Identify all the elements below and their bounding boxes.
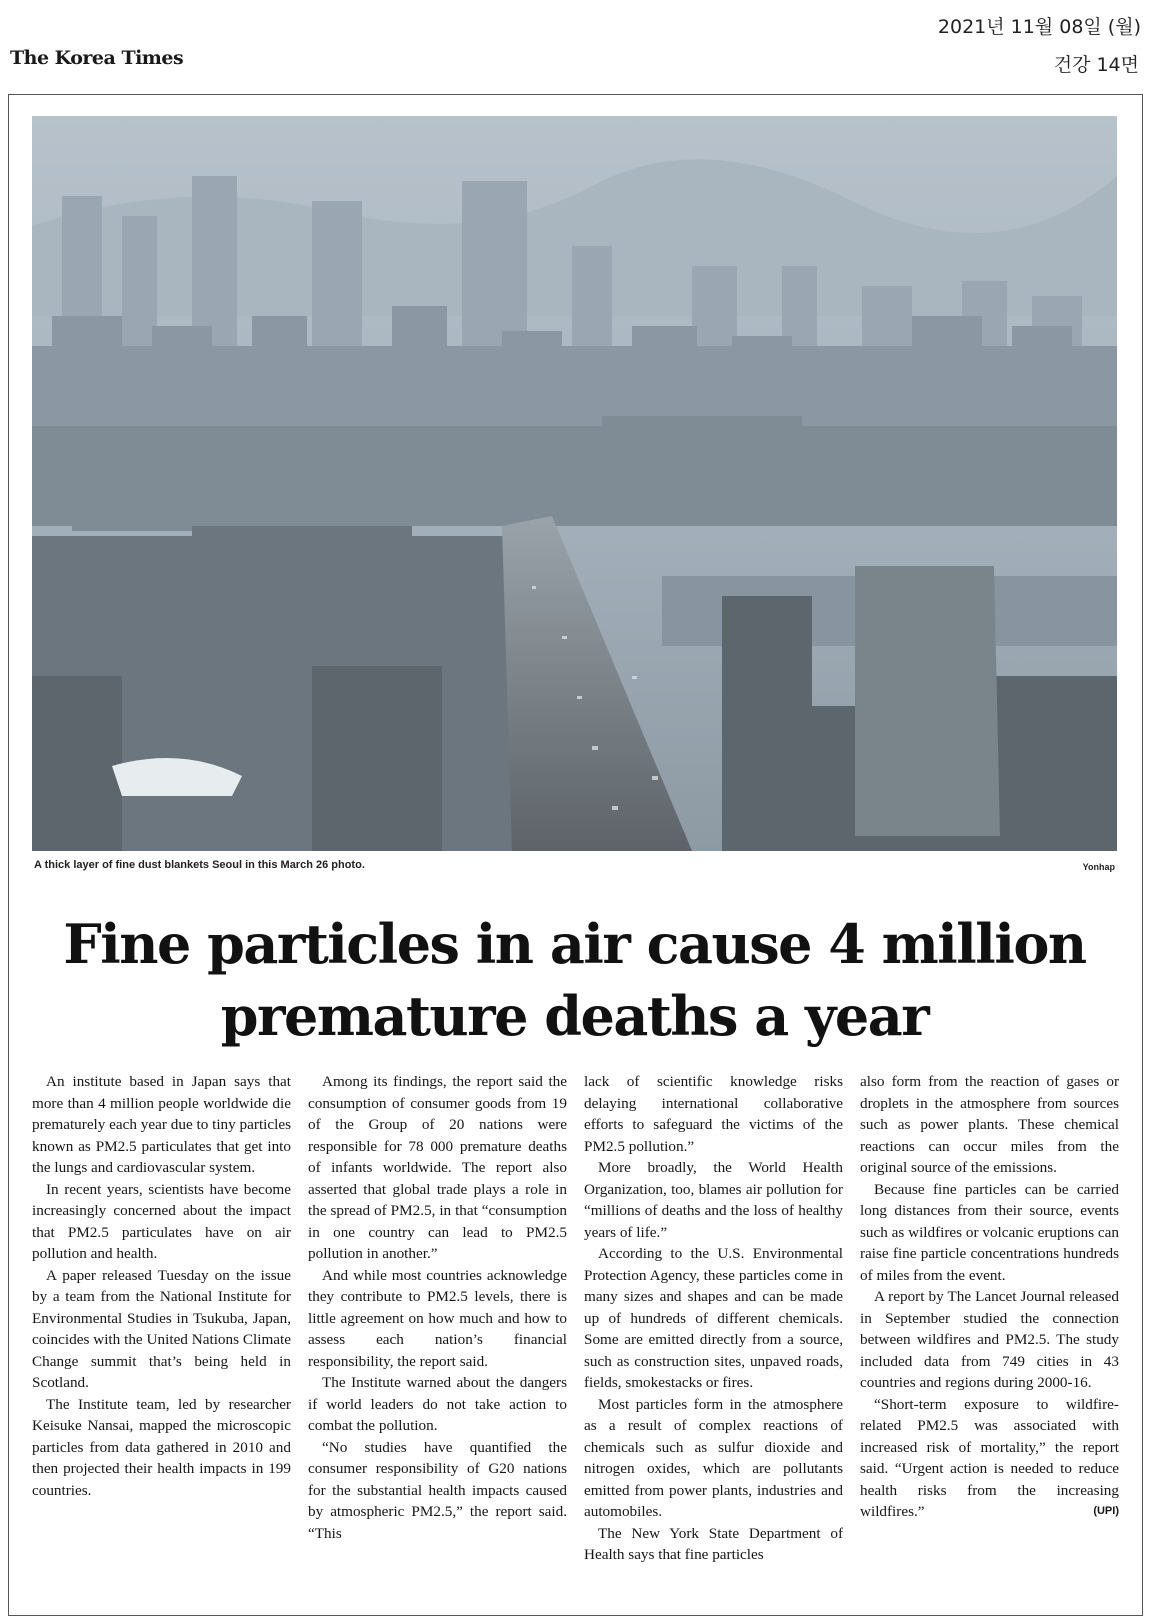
- paragraph: “No studies have quantified the consumer responsibility of G20 nations for the substantial health impacts caused by atmospheric PM2.5,” the report said. “This: [308, 1438, 567, 1542]
- paragraph: [860, 1394, 1119, 1523]
- paragraph: And while most countries acknowledge they contribute to PM2.5 levels, there is little agreement on how much and how to assess each nation’s financial responsibility, the report said.: [308, 1266, 567, 1370]
- paragraph: The Institute team, led by researcher Keisuke Nansai, mapped the microscopic particles from data gathered in 2010 and then projected their health impacts in 199 countries.: [32, 1395, 291, 1499]
- headline-line-1: Fine particles in air cause 4 million: [63, 912, 1086, 976]
- photo-credit: Yonhap: [1082, 862, 1115, 872]
- photo-caption: A thick layer of fine dust blankets Seoul in this March 26 photo.: [34, 859, 365, 871]
- paragraph: An institute based in Japan says that more than 4 million people worldwide die prematurely each year due to tiny particles known as PM2.5 particulates that get into the lungs and cardiovascular system.: [32, 1073, 291, 1176]
- paragraph: also form from the reaction of gases or droplets in the atmosphere from sources such as power plants. These chemical reactions can occur miles from the original source of the emissions.: [860, 1073, 1119, 1176]
- paragraph: The Institute warned about the dangers if world leaders do not take action to combat the pollution.: [308, 1374, 567, 1434]
- article-body: [32, 1071, 1120, 1609]
- seoul-skyline-photo: [32, 116, 1117, 851]
- paragraph: In recent years, scientists have become increasingly concerned about the impact that PM2.5 particulates have on air pollution and health.: [32, 1180, 291, 1262]
- article-headline: [32, 908, 1117, 1052]
- paragraph: A report by The Lancet Journal released in September studied the connection between wildfires and PM2.5. The study included data from 749 cities in 43 countries and regions during 2000-16.: [860, 1288, 1119, 1391]
- issue-section-page: 건강 14면: [1053, 54, 1139, 76]
- article-column-2: [308, 1071, 567, 1609]
- masthead-name: The Korea Times: [10, 47, 184, 69]
- headline-line-2: premature deaths a year: [220, 984, 929, 1048]
- paragraph: Most particles form in the atmosphere as a result of complex reactions of chemicals such as sulfur dioxide and nitrogen oxides, which are pollutants emitted from power plants, industries and automobiles.: [584, 1395, 843, 1520]
- paragraph: According to the U.S. Environmental Protection Agency, these particles come in many sizes and shapes and can be made up of hundreds of different chemicals. Some are emitted directly from a source, such as construction sites, unpaved roads, fields, smokestacks or fires.: [584, 1245, 843, 1391]
- article-column-1: [32, 1071, 291, 1609]
- paragraph: Because fine particles can be carried long distances from their source, events such as wildfires or volcanic eruptions can raise fine particle concentrations hundreds of miles from the event.: [860, 1180, 1119, 1284]
- article-column-3: [584, 1071, 843, 1609]
- article-photo: [32, 116, 1117, 851]
- paragraph: The New York State Department of Health says that fine particles: [584, 1524, 843, 1563]
- issue-date: 2021년 11월 08일 (월): [937, 16, 1141, 38]
- paragraph: More broadly, the World Health Organization, too, blames air pollution for “millions of deaths and the loss of healthy years of life.”: [584, 1159, 843, 1241]
- paragraph: A paper released Tuesday on the issue by a team from the National Institute for Environmental Studies in Tsukuba, Japan, coincides with the United Nations Climate Change summit that’s being held in Scotland.: [32, 1266, 291, 1391]
- article-byline: (UPI): [1093, 1505, 1119, 1517]
- paragraph: Among its findings, the report said the consumption of consumer goods from 19 of the Group of 20 nations were responsible for 78 000 premature deaths of infants worldwide. The report also asserted that global trade plays a role in the spread of PM2.5, in that “consumption in one country can lead to PM2.5 pollution in another.”: [308, 1073, 567, 1262]
- article-column-4: [860, 1071, 1119, 1609]
- paragraph: lack of scientific knowledge risks delaying international collaborative efforts to safeguard the victims of the PM2.5 pollution.”: [584, 1073, 843, 1155]
- paragraph-text: “Short-term exposure to wildfire-related PM2.5 was associated with increased risk of mortality,” the report said. “Urgent action is needed to reduce health risks from the increasing wildfires.”: [860, 1395, 1119, 1520]
